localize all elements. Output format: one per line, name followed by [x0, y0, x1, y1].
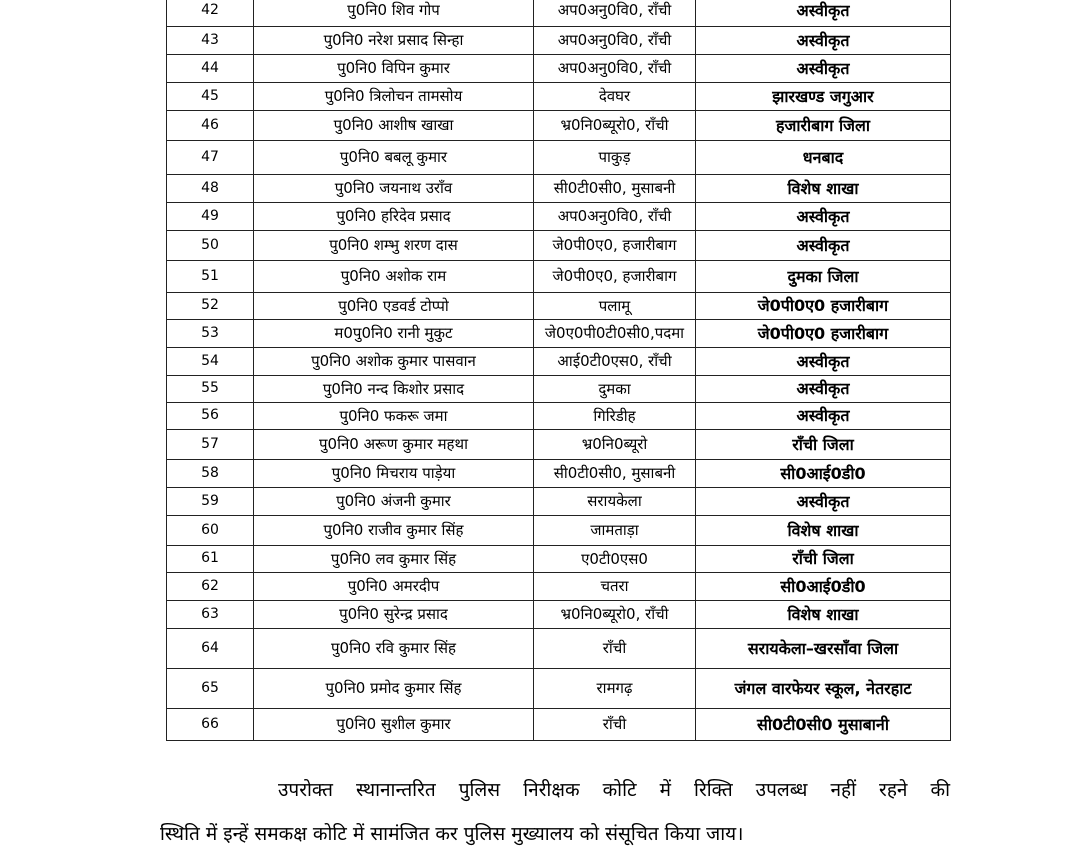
serial-number: 58 [167, 460, 254, 488]
serial-number: 55 [167, 376, 254, 403]
table-row [167, 629, 951, 669]
officer-name: पु0नि0 लव कुमार सिंह [254, 546, 534, 573]
current-posting: जामताड़ा [534, 516, 696, 546]
serial-number: 60 [167, 516, 254, 546]
officer-name: पु0नि0 सुरेन्द्र प्रसाद [254, 601, 534, 629]
serial-number: 57 [167, 430, 254, 460]
current-posting: जे0ए0पी0टी0सी0,पदमा [534, 320, 696, 348]
current-posting: भ्र0नि0ब्यूरो [534, 430, 696, 460]
officer-name: पु0नि0 फकरू जमा [254, 403, 534, 430]
current-posting: चतरा [534, 573, 696, 601]
officer-name: पु0नि0 एडवर्ड टोप्पो [254, 293, 534, 320]
officer-name: पु0नि0 त्रिलोचन तामसोय [254, 83, 534, 111]
serial-number: 47 [167, 141, 254, 175]
officer-name: पु0नि0 नन्द किशोर प्रसाद [254, 376, 534, 403]
serial-number: 56 [167, 403, 254, 430]
table-row [167, 203, 951, 231]
serial-number: 65 [167, 669, 254, 709]
transfer-posting: अस्वीकृत [696, 27, 951, 55]
current-posting: राँची [534, 629, 696, 669]
serial-number: 50 [167, 231, 254, 261]
officer-name: पु0नि0 रवि कुमार सिंह [254, 629, 534, 669]
table-row [167, 430, 951, 460]
current-posting: अप0अनु0वि0, राँची [534, 203, 696, 231]
transfer-table-body [167, 0, 951, 741]
officer-name: पु0नि0 बबलू कुमार [254, 141, 534, 175]
transfer-table [166, 0, 951, 741]
transfer-posting: अस्वीकृत [696, 55, 951, 83]
transfer-posting: जंगल वारफेयर स्कूल, नेतरहाट [696, 669, 951, 709]
officer-name: पु0नि0 नरेश प्रसाद सिन्हा [254, 27, 534, 55]
current-posting: आई0टी0एस0, राँची [534, 348, 696, 376]
serial-number: 44 [167, 55, 254, 83]
current-posting: भ्र0नि0ब्यूरो0, राँची [534, 601, 696, 629]
transfer-posting: अस्वीकृत [696, 488, 951, 516]
transfer-posting: अस्वीकृत [696, 348, 951, 376]
table-row [167, 376, 951, 403]
current-posting: अप0अनु0वि0, राँची [534, 0, 696, 27]
transfer-posting: हजारीबाग जिला [696, 111, 951, 141]
current-posting: रामगढ़ [534, 669, 696, 709]
serial-number: 63 [167, 601, 254, 629]
table-row [167, 320, 951, 348]
officer-name: पु0नि0 अशोक कुमार पासवान [254, 348, 534, 376]
current-posting: जे0पी0ए0, हजारीबाग [534, 261, 696, 293]
transfer-posting: अस्वीकृत [696, 231, 951, 261]
current-posting: राँची [534, 709, 696, 741]
table-row [167, 231, 951, 261]
serial-number: 51 [167, 261, 254, 293]
serial-number: 64 [167, 629, 254, 669]
table-row [167, 601, 951, 629]
serial-number: 48 [167, 175, 254, 203]
current-posting: सी0टी0सी0, मुसाबनी [534, 175, 696, 203]
table-row [167, 27, 951, 55]
table-row [167, 111, 951, 141]
transfer-posting: अस्वीकृत [696, 203, 951, 231]
transfer-posting: सरायकेला–खरसाँवा जिला [696, 629, 951, 669]
transfer-posting: अस्वीकृत [696, 0, 951, 27]
transfer-posting: सी0टी0सी0 मुसाबानी [696, 709, 951, 741]
serial-number: 52 [167, 293, 254, 320]
transfer-posting: विशेष शाखा [696, 175, 951, 203]
officer-name: पु0नि0 आशीष खाखा [254, 111, 534, 141]
serial-number: 46 [167, 111, 254, 141]
current-posting: पलामू [534, 293, 696, 320]
transfer-posting: झारखण्ड जगुआर [696, 83, 951, 111]
closing-note [160, 768, 950, 856]
officer-name: पु0नि0 शम्भु शरण दास [254, 231, 534, 261]
table-row [167, 573, 951, 601]
transfer-posting: राँची जिला [696, 546, 951, 573]
current-posting: ए0टी0एस0 [534, 546, 696, 573]
officer-name: पु0नि0 मिचराय पाड़ेया [254, 460, 534, 488]
table-row [167, 175, 951, 203]
current-posting: सरायकेला [534, 488, 696, 516]
transfer-posting: सी0आई0डी0 [696, 573, 951, 601]
officer-name: पु0नि0 जयनाथ उराँव [254, 175, 534, 203]
table-row [167, 261, 951, 293]
serial-number: 66 [167, 709, 254, 741]
table-row [167, 348, 951, 376]
officer-name: पु0नि0 शिव गोप [254, 0, 534, 27]
serial-number: 43 [167, 27, 254, 55]
transfer-posting: अस्वीकृत [696, 376, 951, 403]
closing-note-line-2: स्थिति में इन्हें समकक्ष कोटि में सामंजित कर पुलिस मुख्यालय को संसूचित किया जाय। [160, 823, 744, 845]
table-row [167, 403, 951, 430]
officer-name: पु0नि0 अरूण कुमार महथा [254, 430, 534, 460]
officer-name: पु0नि0 सुशील कुमार [254, 709, 534, 741]
officer-name: पु0नि0 अमरदीप [254, 573, 534, 601]
current-posting: सी0टी0सी0, मुसाबनी [534, 460, 696, 488]
table-row [167, 293, 951, 320]
officer-name: म0पु0नि0 रानी मुकुट [254, 320, 534, 348]
officer-name: पु0नि0 विपिन कुमार [254, 55, 534, 83]
officer-name: पु0नि0 अशोक राम [254, 261, 534, 293]
current-posting: जे0पी0ए0, हजारीबाग [534, 231, 696, 261]
current-posting: दुमका [534, 376, 696, 403]
current-posting: भ्र0नि0ब्यूरो0, राँची [534, 111, 696, 141]
transfer-posting: धनबाद [696, 141, 951, 175]
transfer-posting: सी0आई0डी0 [696, 460, 951, 488]
serial-number: 61 [167, 546, 254, 573]
table-row [167, 141, 951, 175]
serial-number: 49 [167, 203, 254, 231]
table-row [167, 669, 951, 709]
transfer-posting: अस्वीकृत [696, 403, 951, 430]
table-row [167, 83, 951, 111]
transfer-posting: विशेष शाखा [696, 516, 951, 546]
closing-note-line-1: उपरोक्त स्थानान्तरित पुलिस निरीक्षक कोटि में रिक्ति उपलब्ध नहीं रहने की [278, 779, 950, 801]
transfer-posting: जे0पी0ए0 हजारीबाग [696, 320, 951, 348]
table-row [167, 546, 951, 573]
current-posting: देवघर [534, 83, 696, 111]
current-posting: अप0अनु0वि0, राँची [534, 27, 696, 55]
table-row [167, 516, 951, 546]
serial-number: 59 [167, 488, 254, 516]
transfer-posting: दुमका जिला [696, 261, 951, 293]
table-row [167, 0, 951, 27]
table-row [167, 488, 951, 516]
table-row [167, 460, 951, 488]
serial-number: 54 [167, 348, 254, 376]
current-posting: पाकुड़ [534, 141, 696, 175]
transfer-posting: राँची जिला [696, 430, 951, 460]
serial-number: 53 [167, 320, 254, 348]
current-posting: गिरिडीह [534, 403, 696, 430]
transfer-posting: विशेष शाखा [696, 601, 951, 629]
table-row [167, 55, 951, 83]
serial-number: 62 [167, 573, 254, 601]
officer-name: पु0नि0 अंजनी कुमार [254, 488, 534, 516]
officer-name: पु0नि0 राजीव कुमार सिंह [254, 516, 534, 546]
transfer-posting: जे0पी0ए0 हजारीबाग [696, 293, 951, 320]
current-posting: अप0अनु0वि0, राँची [534, 55, 696, 83]
table-row [167, 709, 951, 741]
serial-number: 45 [167, 83, 254, 111]
officer-name: पु0नि0 हरिदेव प्रसाद [254, 203, 534, 231]
serial-number: 42 [167, 0, 254, 27]
officer-name: पु0नि0 प्रमोद कुमार सिंह [254, 669, 534, 709]
